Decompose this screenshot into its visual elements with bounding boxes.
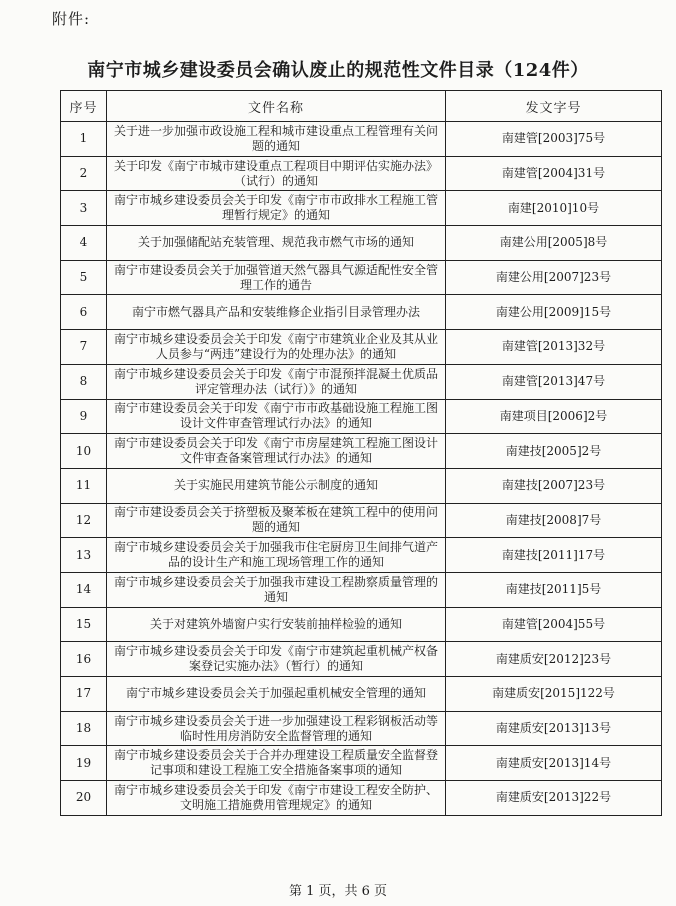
row-document-reference: 南建[2010]10号 [446,191,662,226]
row-document-name: 南宁市建设委员会关于挤塑板及聚苯板在建筑工程中的使用问题的通知 [107,503,446,538]
row-document-name: 关于进一步加强市政设施工程和城市建设重点工程管理有关问题的通知 [107,122,446,157]
row-document-reference: 南建质安[2012]23号 [446,642,662,677]
row-number: 13 [61,538,107,573]
row-document-reference: 南建公用[2007]23号 [446,260,662,295]
row-document-name: 南宁市城乡建设委员会关于印发《南宁市建筑起重机械产权备案登记实施办法》（暂行）的通知 [107,642,446,677]
row-document-name: 南宁市城乡建设委员会关于进一步加强建设工程彩钢板活动等临时性用房消防安全监督管理的通知 [107,711,446,746]
row-document-reference: 南建技[2011]17号 [446,538,662,573]
row-document-name: 南宁市建设委员会关于印发《南宁市房屋建筑工程施工图设计文件审查备案管理试行办法》的通知 [107,434,446,469]
table-row [61,295,662,330]
row-number: 5 [61,260,107,295]
row-document-name: 南宁市城乡建设委员会关于印发《南宁市市政排水工程施工管理暂行规定》的通知 [107,191,446,226]
row-number: 3 [61,191,107,226]
table-row [61,711,662,746]
table-row [61,642,662,677]
row-document-reference: 南建管[2004]55号 [446,607,662,642]
table-row [61,746,662,781]
row-document-name: 南宁市城乡建设委员会关于合并办理建设工程质量安全监督登记事项和建设工程施工安全措施备案事项的通知 [107,746,446,781]
row-document-reference: 南建技[2011]5号 [446,572,662,607]
row-number: 7 [61,330,107,365]
row-document-name: 南宁市城乡建设委员会关于印发《南宁市混预拌混凝土优质品评定管理办法（试行）》的通知 [107,364,446,399]
row-number: 17 [61,677,107,712]
row-document-name: 南宁市燃气器具产品和安装维修企业指引目录管理办法 [107,295,446,330]
table-row [61,572,662,607]
table-row [61,226,662,261]
row-document-reference: 南建质安[2015]122号 [446,677,662,712]
row-document-name: 南宁市建设委员会关于印发《南宁市市政基础设施工程施工图设计文件审查管理试行办法》的通知 [107,399,446,434]
page-footer: 第 1 页，共 6 页 [288,884,388,899]
table-row [61,503,662,538]
attachment-label: 附件: [52,10,91,28]
row-document-name: 南宁市城乡建设委员会关于加强我市住宅厨房卫生间排气道产品的设计生产和施工现场管理工作的通知 [107,538,446,573]
table-row [61,468,662,503]
row-number: 9 [61,399,107,434]
table-row [61,434,662,469]
row-document-reference: 南建质安[2013]22号 [446,781,662,816]
row-number: 8 [61,364,107,399]
table-row [61,330,662,365]
row-document-reference: 南建技[2008]7号 [446,503,662,538]
row-number: 10 [61,434,107,469]
row-number: 14 [61,572,107,607]
table-row [61,677,662,712]
table-row [61,399,662,434]
row-document-reference: 南建管[2004]31号 [446,156,662,191]
row-document-reference: 南建管[2013]32号 [446,330,662,365]
table-row [61,191,662,226]
row-document-reference: 南建质安[2013]13号 [446,711,662,746]
row-document-name: 南宁市城乡建设委员会关于印发《南宁市建筑业企业及其从业人员参与“两违”建设行为的处理办法》的通知 [107,330,446,365]
table-row [61,781,662,816]
table-row [61,538,662,573]
row-number: 4 [61,226,107,261]
row-number: 16 [61,642,107,677]
table-row [61,122,662,157]
table-row [61,607,662,642]
row-document-name: 南宁市城乡建设委员会关于印发《南宁市建设工程安全防护、文明施工措施费用管理规定》的通知 [107,781,446,816]
header-number: 序号 [61,91,107,122]
document-title: 南宁市城乡建设委员会确认废止的规范性文件目录（124件） [87,60,589,81]
row-number: 6 [61,295,107,330]
row-number: 1 [61,122,107,157]
document-table [60,90,662,816]
row-document-reference: 南建公用[2009]15号 [446,295,662,330]
row-document-reference: 南建技[2007]23号 [446,468,662,503]
row-number: 19 [61,746,107,781]
row-document-name: 南宁市城乡建设委员会关于加强我市建设工程勘察质量管理的通知 [107,572,446,607]
header-document-reference: 发文字号 [446,91,662,122]
row-document-reference: 南建管[2003]75号 [446,122,662,157]
row-document-reference: 南建技[2005]2号 [446,434,662,469]
row-number: 15 [61,607,107,642]
row-document-name: 关于实施民用建筑节能公示制度的通知 [107,468,446,503]
row-document-name: 关于印发《南宁市城市建设重点工程项目中期评估实施办法》（试行）的通知 [107,156,446,191]
row-number: 18 [61,711,107,746]
table-row [61,260,662,295]
row-document-name: 关于对建筑外墙窗户实行安装前抽样检验的通知 [107,607,446,642]
row-number: 12 [61,503,107,538]
row-document-name: 关于加强储配站充装管理、规范我市燃气市场的通知 [107,226,446,261]
row-number: 2 [61,156,107,191]
table-header-row [61,91,662,122]
row-number: 11 [61,468,107,503]
table-row [61,364,662,399]
row-document-name: 南宁市城乡建设委员会关于加强起重机械安全管理的通知 [107,677,446,712]
row-number: 20 [61,781,107,816]
row-document-reference: 南建管[2013]47号 [446,364,662,399]
row-document-name: 南宁市建设委员会关于加强管道天然气器具气源适配性安全管理工作的通告 [107,260,446,295]
row-document-reference: 南建质安[2013]14号 [446,746,662,781]
table-row [61,156,662,191]
row-document-reference: 南建公用[2005]8号 [446,226,662,261]
header-document-name: 文件名称 [107,91,446,122]
row-document-reference: 南建项目[2006]2号 [446,399,662,434]
